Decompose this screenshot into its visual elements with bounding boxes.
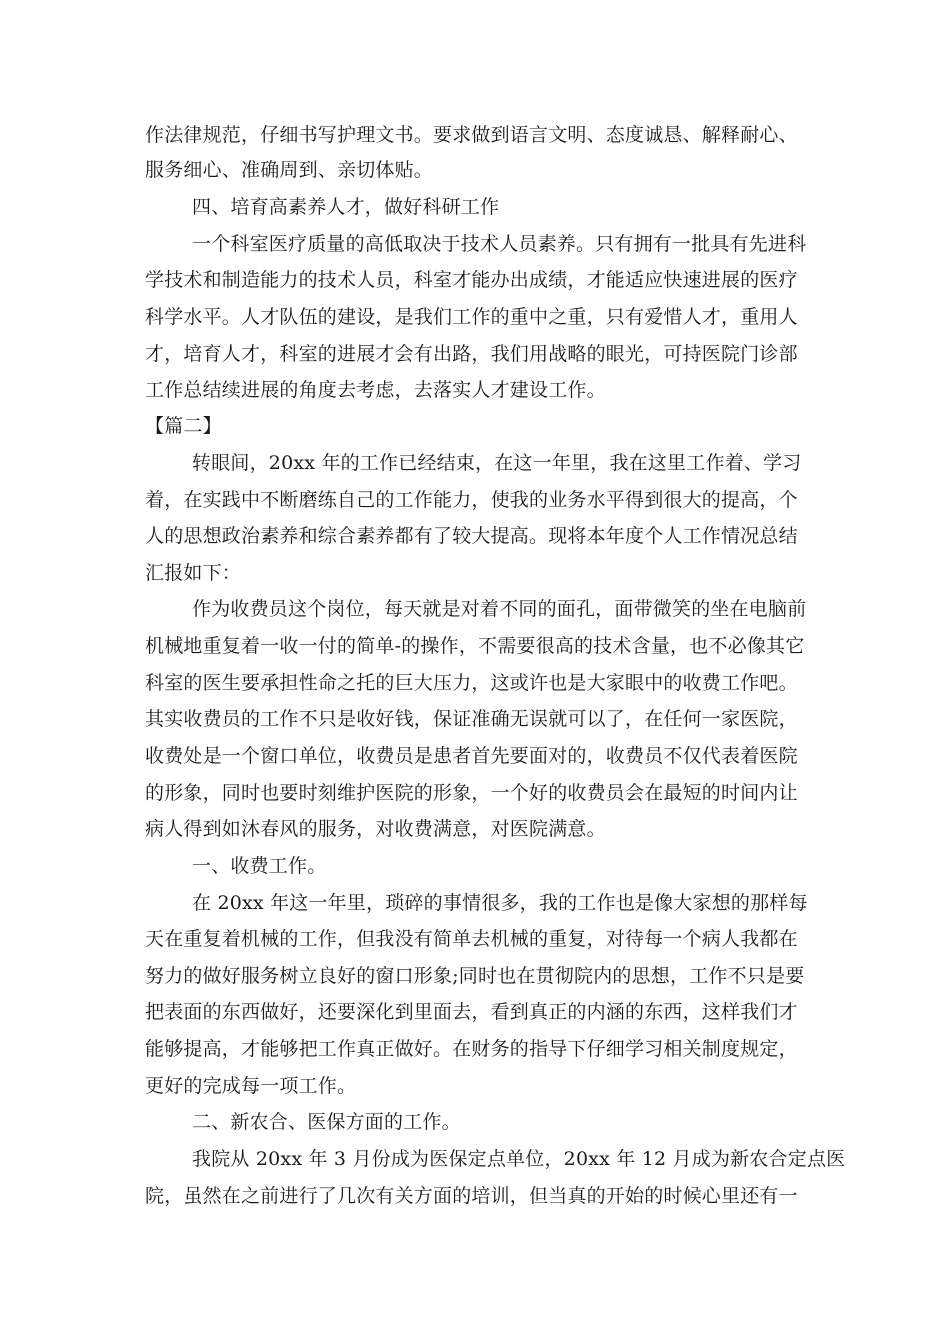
text-line: 着，在实践中不断磨练自己的工作能力，使我的业务水平得到很大的提高，个 [145, 489, 798, 511]
text-line: 的形象，同时也要时刻维护医院的形象，一个好的收费员会在最短的时间内让 [145, 782, 798, 804]
text-line: 更好的完成每一项工作。 [145, 1075, 357, 1097]
part-heading: 【篇二】 [145, 415, 222, 437]
text-line: 科室的医生要承担性命之托的巨大压力，这或许也是大家眼中的收费工作吧。 [145, 672, 798, 694]
text-line: 人的思想政治素养和综合素养都有了较大提高。现将本年度个人工作情况总结 [145, 525, 798, 547]
text-line: 汇报如下： [145, 562, 242, 584]
section-heading: 四、培育高素养人才，做好科研工作 [192, 196, 500, 218]
text-line: 我院从 20xx 年 3 月份成为医保定点单位，20xx 年 12 月成为新农合定点医 [192, 1148, 846, 1170]
text-line: 一个科室医疗质量的高低取决于技术人员素养。只有拥有一批具有先进科 [192, 233, 807, 255]
text-line: 作为收费员这个岗位，每天就是对着不同的面孔，面带微笑的坐在电脑前 [192, 598, 807, 620]
text-line: 收费处是一个窗口单位，收费员是患者首先要面对的，收费员不仅代表着医院 [145, 745, 798, 767]
section-heading: 一、收费工作。 [192, 855, 327, 877]
text-line: 才，培育人才，科室的进展才会有出路，我们用战略的眼光，可持医院门诊部 [145, 343, 798, 365]
text-line: 院，虽然在之前进行了几次有关方面的培训，但当真的开始的时候心里还有一 [145, 1185, 798, 1207]
text-line: 学技术和制造能力的技术人员，科室才能办出成绩，才能适应快速进展的医疗 [145, 269, 798, 291]
text-line: 其实收费员的工作不只是收好钱，保证准确无误就可以了，在任何一家医院， [145, 708, 798, 730]
text-line: 能够提高，才能够把工作真正做好。在财务的指导下仔细学习相关制度规定， [145, 1038, 798, 1060]
text-line: 病人得到如沐春风的服务，对收费满意，对医院满意。 [145, 818, 606, 840]
text-line: 把表面的东西做好，还要深化到里面去，看到真正的内涵的东西，这样我们才 [145, 1001, 798, 1023]
text-line: 服务细心、准确周到、亲切体贴。 [145, 159, 434, 181]
text-line: 在 20xx 年这一年里，琐碎的事情很多，我的工作也是像大家想的那样每 [192, 892, 808, 914]
text-line: 工作总结续进展的角度去考虑，去落实人才建设工作。 [145, 379, 606, 401]
text-line: 作法律规范，仔细书写护理文书。要求做到语言文明、态度诚恳、解释耐心、 [145, 124, 798, 146]
section-heading: 二、新农合、医保方面的工作。 [192, 1111, 461, 1133]
text-line: 转眼间，20xx 年的工作已经结束，在这一年里，我在这里工作着、学习 [192, 452, 802, 474]
text-line: 科学水平。人才队伍的建设，是我们工作的重中之重，只有爱惜人才，重用人 [145, 306, 798, 328]
text-line: 努力的做好服务树立良好的窗口形象;同时也在贯彻院内的思想，工作不只是要 [145, 965, 805, 987]
text-line: 天在重复着机械的工作，但我没有简单去机械的重复，对待每一个病人我都在 [145, 928, 798, 950]
text-line: 机械地重复着一收一付的简单-的操作，不需要很高的技术含量，也不必像其它 [145, 635, 805, 657]
